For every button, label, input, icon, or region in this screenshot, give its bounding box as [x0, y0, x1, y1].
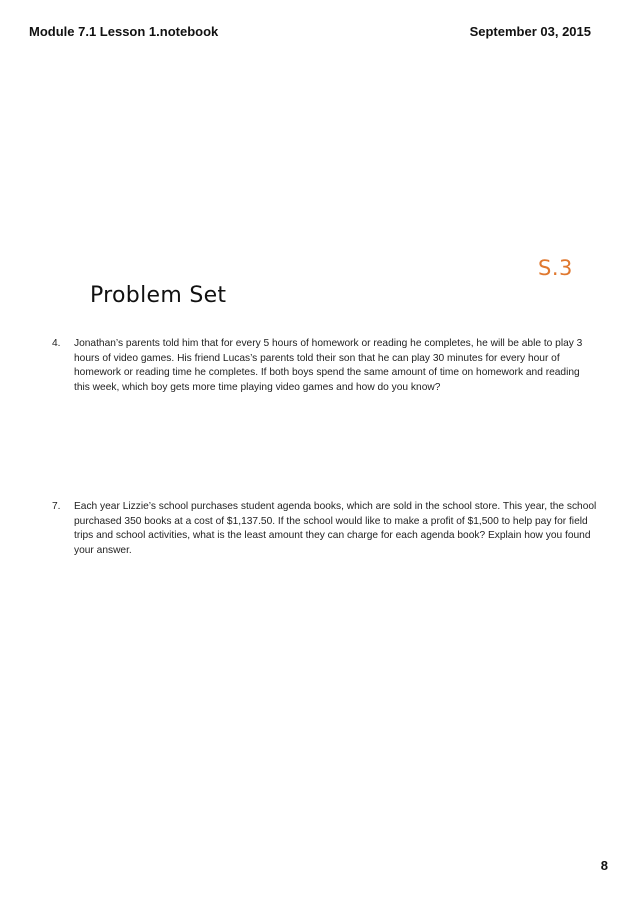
problem-number: 4. [52, 338, 61, 349]
problem-text: Jonathan’s parents told him that for every 5 hours of homework or reading he completes, he will be able to play 3 hours of video games. His friend Lucas’s parents told their son that he can play 30 minutes for every hour of homework or reading time he completes. If both boys spend the same amount of time on homework and reading this week, which boy gets more time playing video games and how do you know? [74, 338, 583, 393]
notebook-title: Module 7.1 Lesson 1.notebook [29, 24, 219, 39]
section-title: Problem Set [90, 283, 227, 308]
header-date: September 03, 2015 [469, 24, 591, 39]
page-number: 8 [600, 858, 608, 873]
problem-text: Each year Lizzie’s school purchases student agenda books, which are sold in the school store. This year, the school purchased 350 books at a cost of $1,137.50. If the school would like to make a profit of $1,500 to help pay for field trips and school activities, what is the least amount they can charge for each agenda book? Explain how you found your answer. [74, 501, 597, 556]
problem-item [52, 500, 597, 558]
problem-number: 7. [52, 501, 61, 512]
section-code: S.3 [538, 256, 573, 280]
problem-item [52, 337, 597, 395]
